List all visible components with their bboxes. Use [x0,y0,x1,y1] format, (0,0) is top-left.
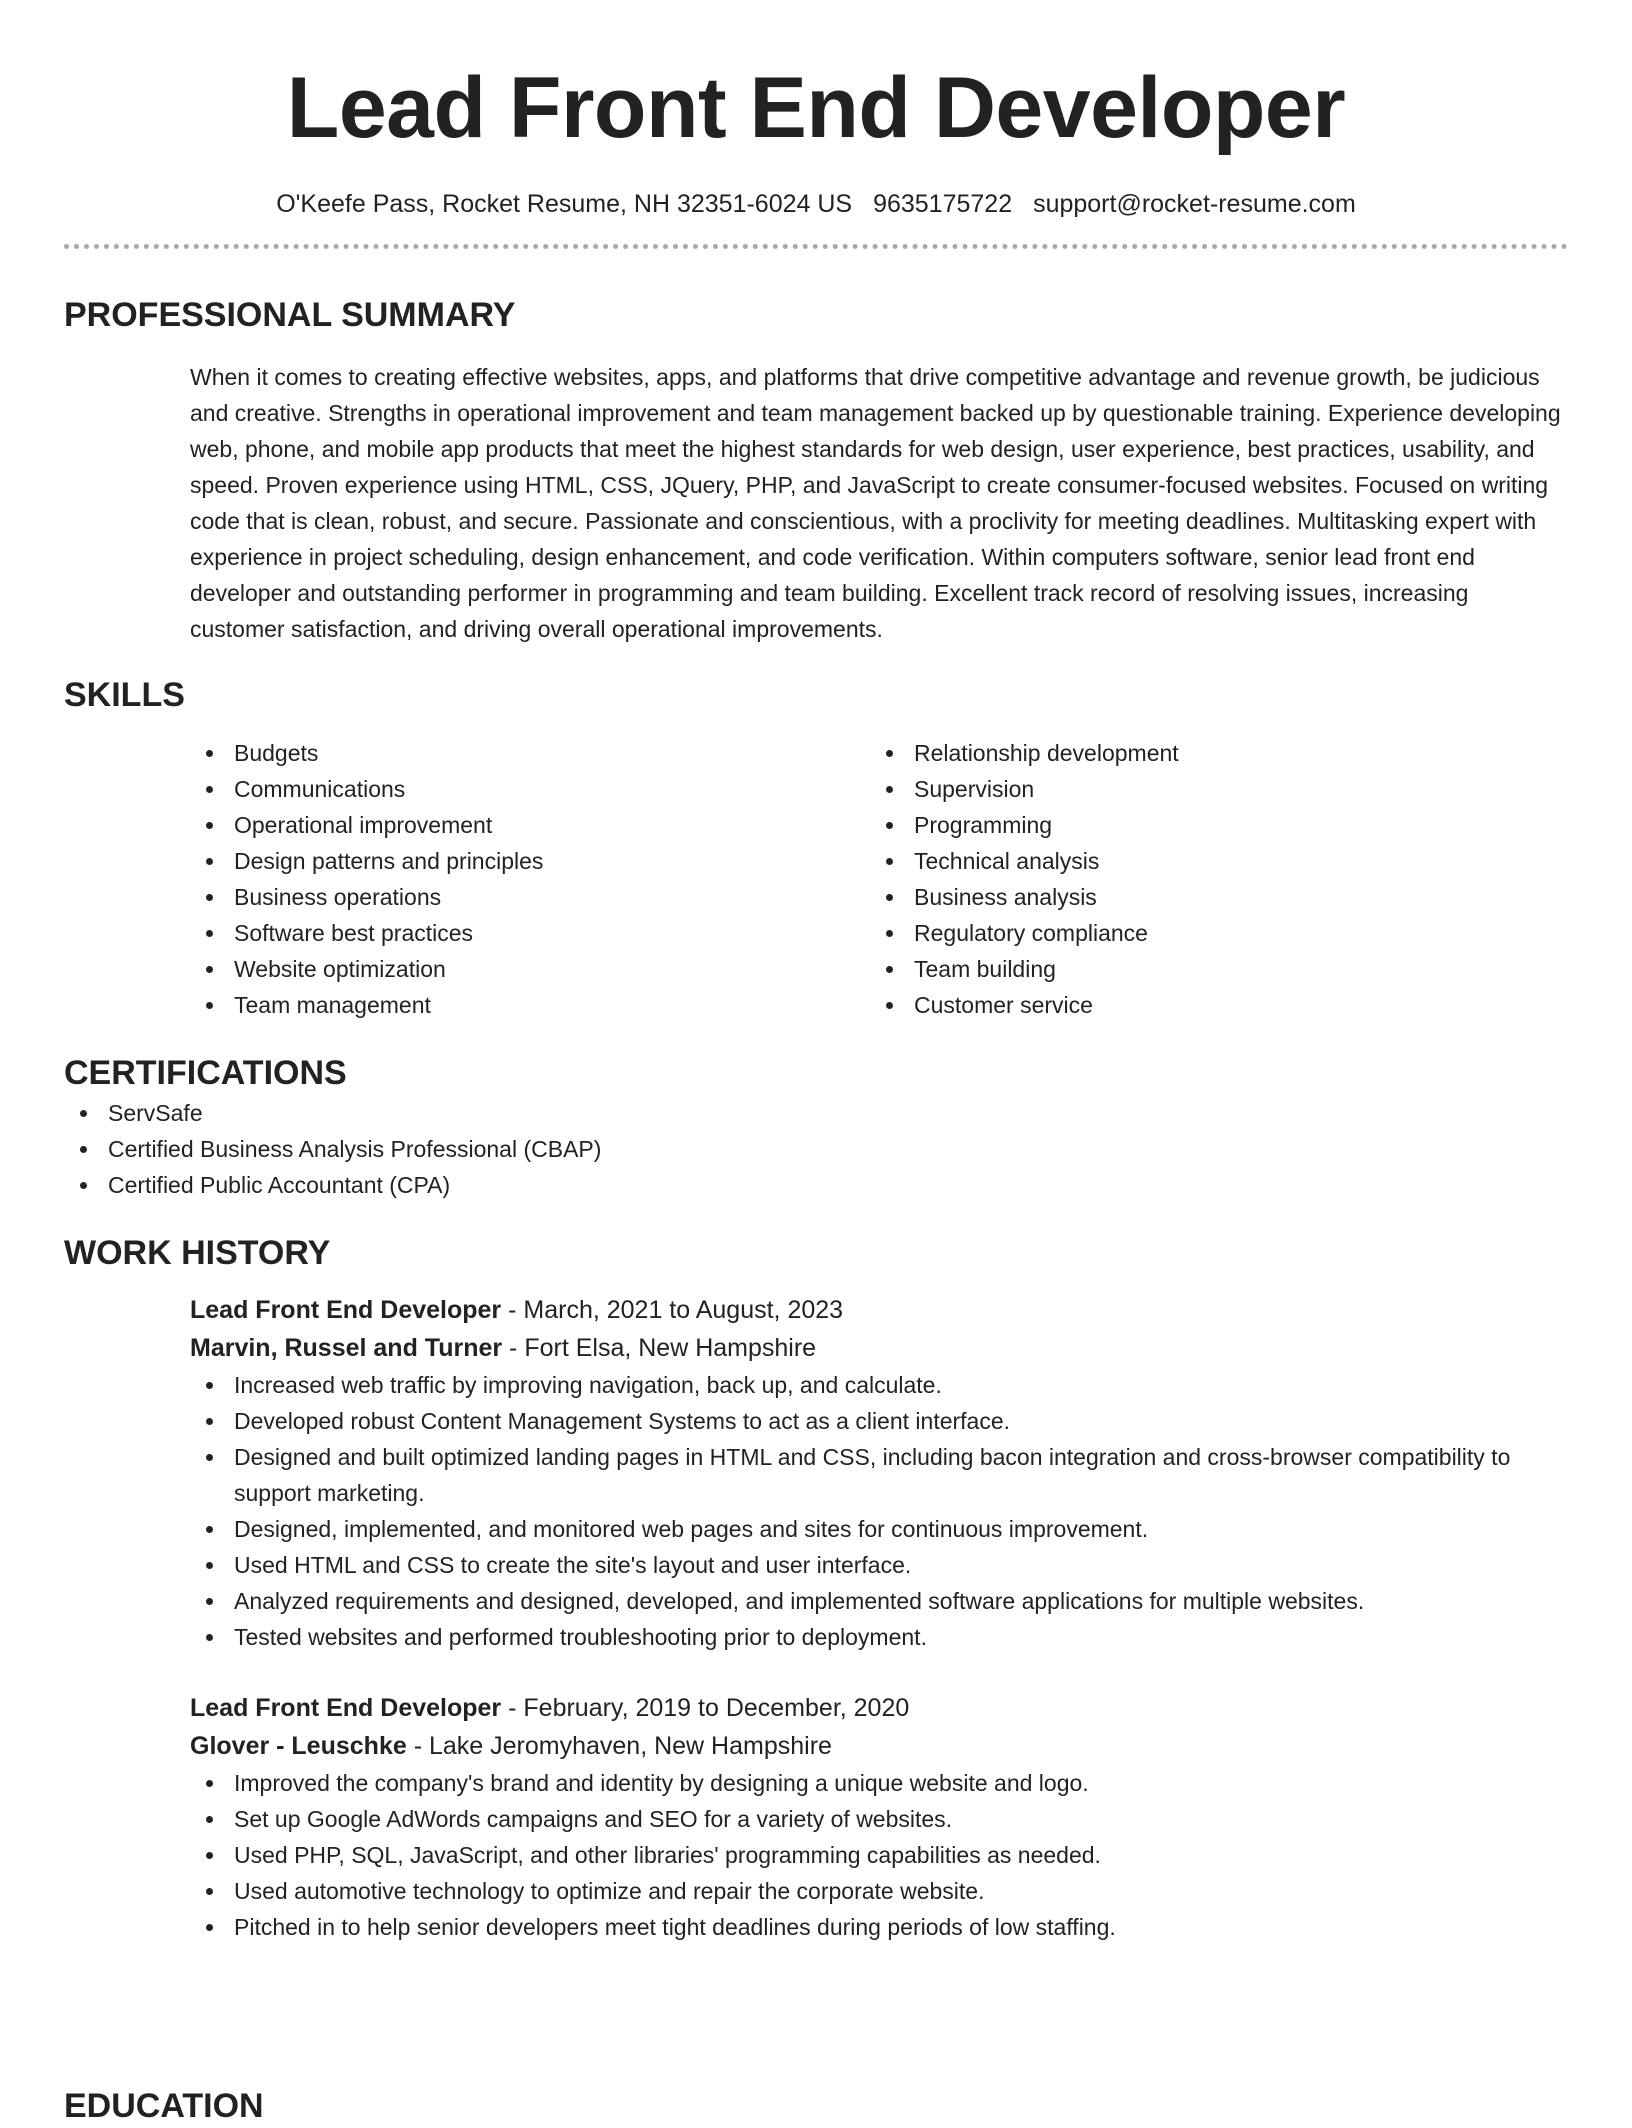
section-title-skills: SKILLS [64,676,185,714]
job-duty: Increased web traffic by improving navigation, back up, and calculate. [190,1367,1568,1403]
education-section [64,2084,264,2128]
job-duty: Designed and built optimized landing pages in HTML and CSS, including bacon integration and cross-browser compatibility to support marketing. [190,1439,1568,1511]
job-company-line [190,1727,1568,1765]
contact-phone: 9635175722 [873,190,1013,218]
skills-list-left [190,735,870,1023]
job-duty: Used PHP, SQL, JavaScript, and other libraries' programming capabilities as needed. [190,1837,1568,1873]
skills-grid [190,735,1568,1023]
skill-item: Design patterns and principles [190,843,870,879]
certifications-section [64,1051,1568,1203]
certification-item: Certified Public Accountant (CPA) [64,1167,1568,1203]
job-company: Marvin, Russel and Turner [190,1334,503,1362]
job-duties-list [190,1765,1568,1945]
job-dates: - February, 2019 to December, 2020 [501,1694,910,1722]
job-dates: - March, 2021 to August, 2023 [501,1296,844,1324]
job-duty: Used automotive technology to optimize and repair the corporate website. [190,1873,1568,1909]
job-duty: Tested websites and performed troubleshooting prior to deployment. [190,1619,1568,1655]
summary-text: When it comes to creating effective websites, apps, and platforms that drive competitive advantage and revenue growth, be judicious and creative. Strengths in operational improvement and team management backed up by questionable training. Experience developing web, phone, and mobile app products that meet the highest standards for web design, user experience, best practices, usability, and speed. Proven experience using HTML, CSS, JQuery, PHP, and JavaScript to create consumer-focused websites. Focused on writing code that is clean, robust, and secure. Passionate and conscientious, with a proclivity for meeting deadlines. Multitasking expert with experience in project scheduling, design enhancement, and code verification. Within computers software, senior lead front end developer and outstanding performer in programming and team building. Excellent track record of resolving issues, increasing customer satisfaction, and driving overall operational improvements. [190,364,1561,642]
certification-item: Certified Business Analysis Professional (CBAP) [64,1131,1568,1167]
skill-item: Relationship development [870,735,1550,771]
skill-item: Team building [870,951,1550,987]
job-duty: Used HTML and CSS to create the site's layout and user interface. [190,1547,1568,1583]
job-title-line [190,1689,1568,1727]
skill-item: Communications [190,771,870,807]
skill-item: Website optimization [190,951,870,987]
job-company-line [190,1329,1568,1367]
skill-item: Technical analysis [870,843,1550,879]
skill-item: Supervision [870,771,1550,807]
skill-item: Customer service [870,987,1550,1023]
resume-name: Lead Front End Developer [286,60,1346,156]
section-title-summary: PROFESSIONAL SUMMARY [64,296,516,334]
contact-line [64,186,1568,222]
certifications-list [64,1095,1568,1203]
certification-item: ServSafe [64,1095,1568,1131]
section-title-work-history: WORK HISTORY [64,1234,331,1272]
job-role: Lead Front End Developer [190,1296,502,1324]
contact-email: support@rocket-resume.com [1033,190,1356,218]
job-duty: Set up Google AdWords campaigns and SEO for a variety of websites. [190,1801,1568,1837]
skill-item: Business operations [190,879,870,915]
skill-item: Programming [870,807,1550,843]
contact-address: O'Keefe Pass, Rocket Resume, NH 32351-6024 US [276,190,853,218]
skill-item: Business analysis [870,879,1550,915]
header-divider [64,244,1568,249]
section-title-education: EDUCATION [64,2087,264,2125]
skill-item: Software best practices [190,915,870,951]
job-entry [190,1291,1568,1655]
job-location: - Fort Elsa, New Hampshire [502,1334,817,1362]
job-location: - Lake Jeromyhaven, New Hampshire [406,1732,832,1760]
skills-column-right [870,735,1550,1023]
job-duty: Improved the company's brand and identity by designing a unique website and logo. [190,1765,1568,1801]
skills-section [64,673,1568,1023]
skill-item: Operational improvement [190,807,870,843]
job-duty: Pitched in to help senior developers meet tight deadlines during periods of low staffing. [190,1909,1568,1945]
job-duty: Designed, implemented, and monitored web pages and sites for continuous improvement. [190,1511,1568,1547]
job-duty: Analyzed requirements and designed, developed, and implemented software applications for multiple websites. [190,1583,1568,1619]
professional-summary-section [64,293,1568,647]
skill-item: Team management [190,987,870,1023]
job-role: Lead Front End Developer [190,1694,502,1722]
skill-item: Regulatory compliance [870,915,1550,951]
section-title-certifications: CERTIFICATIONS [64,1054,347,1092]
job-entry [190,1689,1568,1945]
job-duties-list [190,1367,1568,1655]
work-history-section [64,1231,1568,1945]
job-company: Glover - Leuschke [190,1732,407,1760]
skills-list-right [870,735,1550,1023]
skill-item: Budgets [190,735,870,771]
skills-column-left [190,735,870,1023]
job-title-line [190,1291,1568,1329]
resume-page [64,0,1568,2125]
job-duty: Developed robust Content Management Systems to act as a client interface. [190,1403,1568,1439]
